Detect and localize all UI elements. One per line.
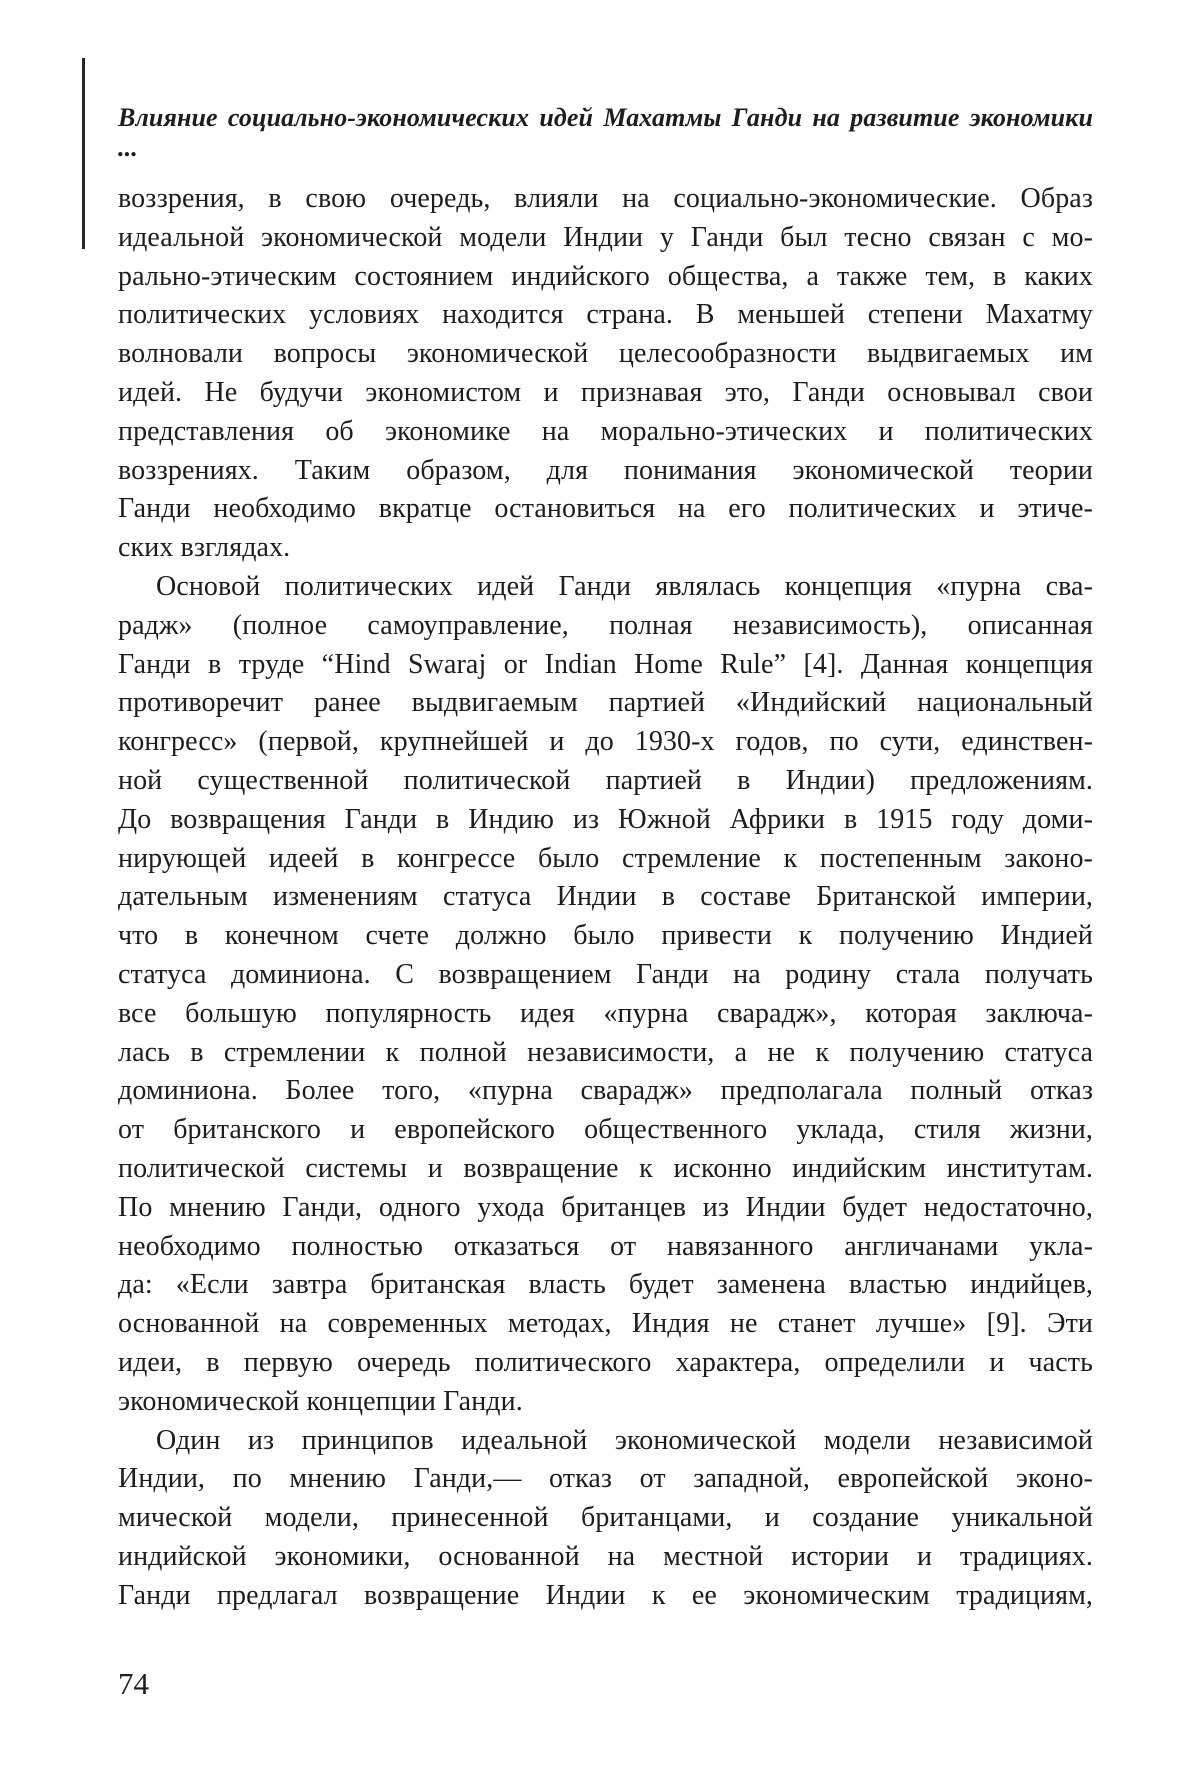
text-line: да: «Если завтра британская власть будет заменена властью индийцев,	[118, 1269, 1093, 1301]
paragraph	[118, 180, 1093, 568]
text-block	[118, 180, 1093, 1615]
text-line: нирующей идеей в конгрессе было стремление к постепенным законо-	[118, 842, 1093, 874]
text-line: Ганди в труде “Hind Swaraj or Indian Home Rule” [4]. Данная концепция	[118, 648, 1093, 680]
text-line: воззрения, в свою очередь, влияли на социально-экономические. Образ	[118, 183, 1093, 214]
text-line: идей. Не будучи экономистом и признавая это, Ганди основывал свои	[118, 376, 1093, 408]
text-line: что в конечном счете должно было привести к получению Индией	[118, 920, 1093, 952]
running-header: Влияние социально-экономических идей Махатмы Ганди на развитие экономики ...	[118, 103, 1093, 162]
text-line: все большую популярность идея «пурна сварадж», которая заключа-	[118, 997, 1093, 1029]
text-line: По мнению Ганди, одного ухода британцев из Индии будет недостаточно,	[118, 1191, 1093, 1223]
text-line: рально-этическим состоянием индийского общества, а также тем, в каких	[118, 260, 1093, 292]
page-number: 74	[118, 1666, 149, 1701]
paragraph	[118, 568, 1093, 1422]
text-line: ной существенной политической партией в Индии) предложениям.	[118, 764, 1093, 796]
text-line: мической модели, принесенной британцами, и создание уникальной	[118, 1502, 1093, 1534]
text-line: идеальной экономической модели Индии у Ганди был тесно связан с мо-	[118, 221, 1093, 253]
paragraph	[118, 1422, 1093, 1616]
text-line: необходимо полностью отказаться от навязанного англичанами укла-	[118, 1230, 1093, 1262]
text-line: Один из принципов идеальной экономической модели независимой	[156, 1424, 1093, 1456]
text-line: статуса доминиона. С возвращением Ганди на родину стала получать	[118, 958, 1093, 990]
text-line: противоречит ранее выдвигаемым партией «Индийский национальный	[118, 687, 1093, 719]
text-line: дательным изменениям статуса Индии в составе Британской империи,	[118, 881, 1093, 913]
text-line: доминиона. Более того, «пурна сварадж» предполагала полный отказ	[118, 1075, 1093, 1107]
text-line: политических условиях находится страна. В меньшей степени Махатму	[118, 299, 1093, 331]
text-line: основанной на современных методах, Индия не станет лучше» [9]. Эти	[118, 1308, 1093, 1340]
margin-rule	[82, 58, 85, 249]
text-line: воззрениях. Таким образом, для понимания экономической теории	[118, 454, 1093, 486]
text-line: идеи, в первую очередь политического характера, определили и часть	[118, 1346, 1093, 1378]
text-line: представления об экономике на морально-этических и политических	[118, 415, 1093, 447]
text-line: Основой политических идей Ганди являлась концепция «пурна сва-	[156, 570, 1093, 602]
text-line: До возвращения Ганди в Индию из Южной Африки в 1915 году доми-	[118, 803, 1093, 835]
text-line: Ганди предлагал возвращение Индии к ее экономическим традициям,	[118, 1579, 1093, 1611]
text-line: волновали вопросы экономической целесообразности выдвигаемых им	[118, 338, 1093, 370]
text-line: индийской экономики, основанной на местной истории и традициях.	[118, 1540, 1093, 1572]
text-line: лась в стремлении к полной независимости, а не к получению статуса	[118, 1036, 1093, 1068]
text-line: конгресс» (первой, крупнейшей и до 1930-х годов, по сути, единствен-	[118, 726, 1093, 758]
text-line: радж» (полное самоуправление, полная независимость), описанная	[118, 609, 1093, 641]
text-line: политической системы и возвращение к исконно индийским институтам.	[118, 1152, 1093, 1184]
text-line: Ганди необходимо вкратце остановиться на его политических и этиче-	[118, 493, 1093, 525]
text-line: от британского и европейского общественного уклада, стиля жизни,	[118, 1114, 1093, 1146]
text-line: Индии, по мнению Ганди,— отказ от западной, европейской эконо-	[118, 1463, 1093, 1495]
text-line: экономической концепции Ганди.	[118, 1385, 523, 1417]
text-line: ских взглядах.	[118, 532, 291, 564]
